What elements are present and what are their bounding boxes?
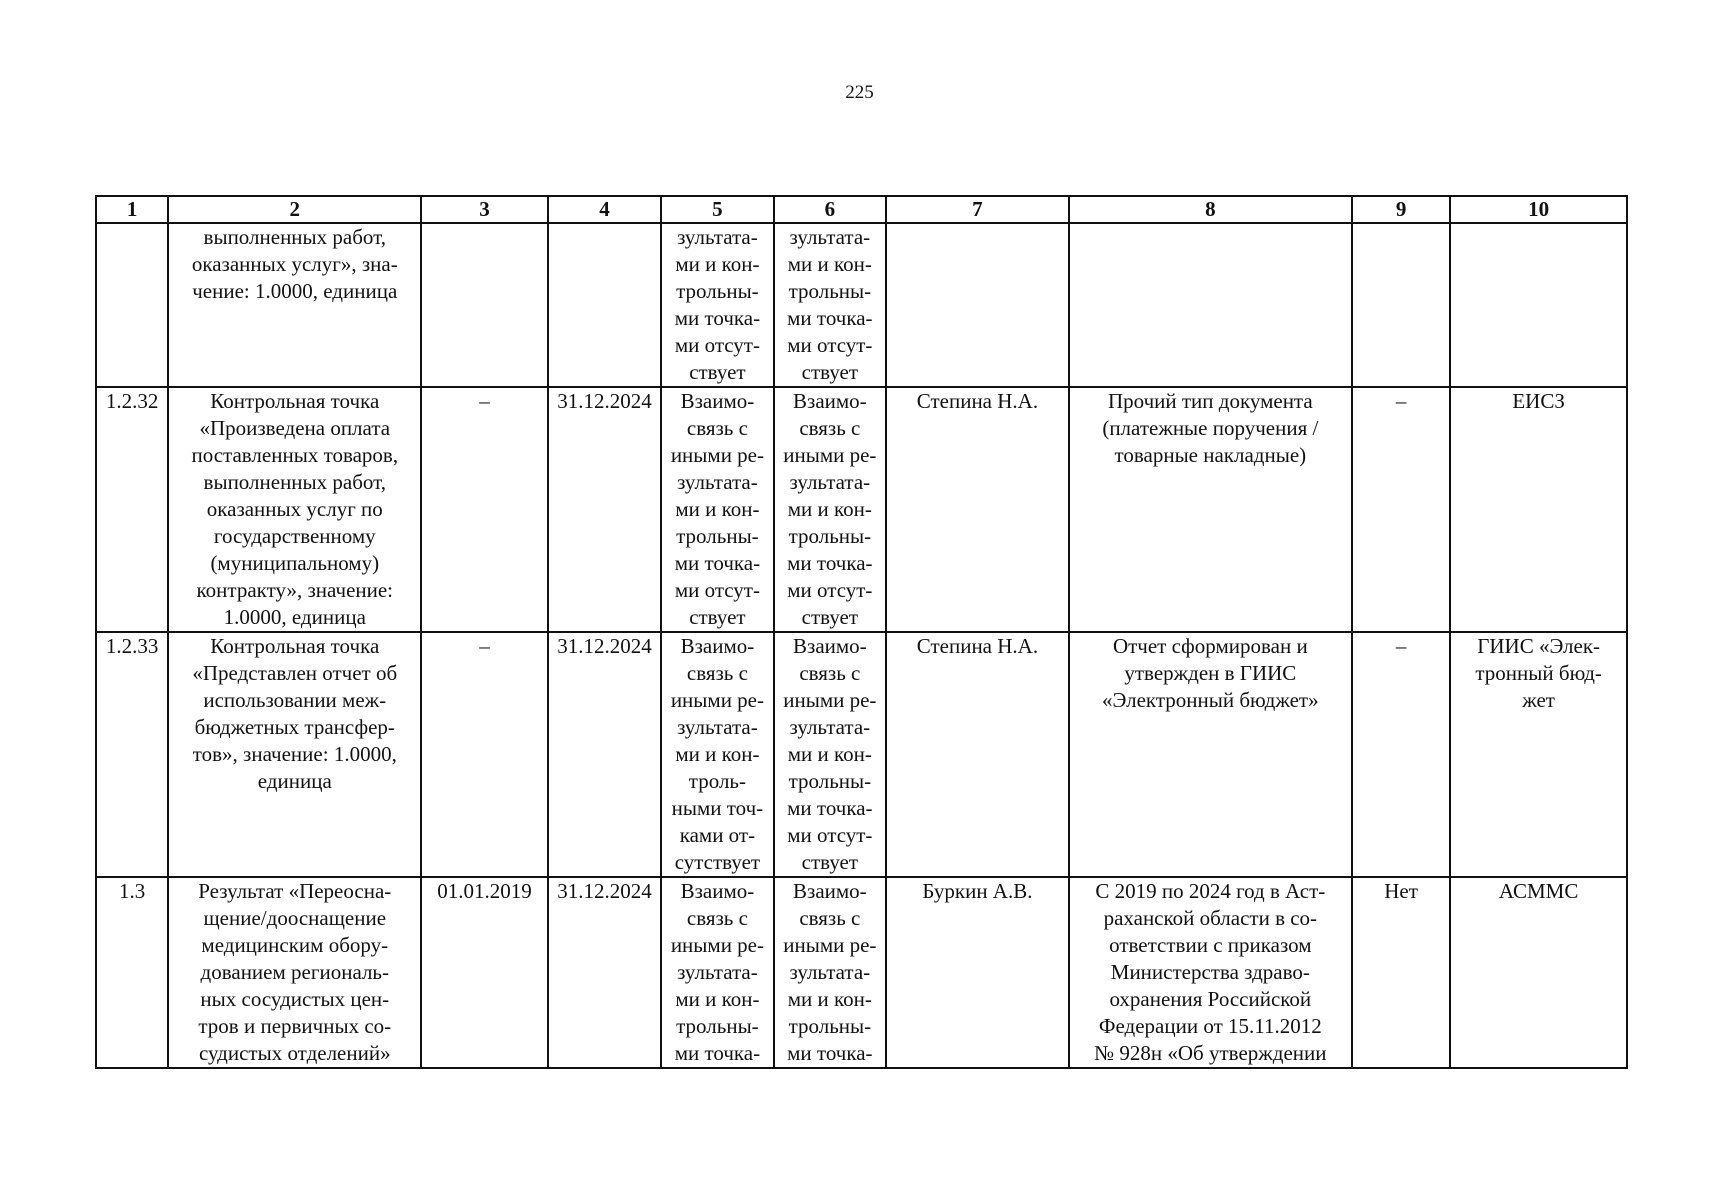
column-header: 2	[168, 196, 421, 223]
cell-system: АСММС	[1450, 877, 1627, 1068]
cell-name: выполненных работ, оказанных услуг», зна- чение: 1.0000, единица	[168, 223, 421, 387]
cell-end-date: 31.12.2024	[548, 387, 661, 632]
column-header: 8	[1069, 196, 1352, 223]
table-row	[96, 632, 1627, 877]
table-header-row	[96, 196, 1627, 223]
cell-level	[1352, 223, 1450, 387]
cell-successor: Взаимо- связь с иными ре- зультата- ми и кон- трольны- ми точка- ми отсут- ствует	[774, 387, 886, 632]
cell-level: Нет	[1352, 877, 1450, 1068]
cell-number: 1.2.33	[96, 632, 168, 877]
cell-predecessor: Взаимо- связь с иными ре- зультата- ми и кон- трольны- ми точка-	[661, 877, 773, 1068]
cell-number: 1.2.32	[96, 387, 168, 632]
table-row	[96, 877, 1627, 1068]
cell-start-date: 01.01.2019	[421, 877, 547, 1068]
column-header: 9	[1352, 196, 1450, 223]
column-header: 1	[96, 196, 168, 223]
table-row	[96, 387, 1627, 632]
cell-responsible: Буркин А.В.	[886, 877, 1069, 1068]
column-header: 6	[774, 196, 886, 223]
document-table	[95, 195, 1628, 1069]
cell-end-date: 31.12.2024	[548, 877, 661, 1068]
table-row	[96, 223, 1627, 387]
cell-system: ЕИСЗ	[1450, 387, 1627, 632]
column-header: 10	[1450, 196, 1627, 223]
cell-name: Контрольная точка «Произведена оплата поставленных товаров, выполненных работ, оказанных услуг по государственному (муниципальному) контракту», значение: 1.0000, единица	[168, 387, 421, 632]
cell-level: –	[1352, 387, 1450, 632]
column-header: 4	[548, 196, 661, 223]
cell-responsible	[886, 223, 1069, 387]
cell-successor: Взаимо- связь с иными ре- зультата- ми и кон- трольны- ми точка- ми отсут- ствует	[774, 632, 886, 877]
cell-start-date	[421, 223, 547, 387]
cell-start-date: –	[421, 632, 547, 877]
cell-document: С 2019 по 2024 год в Аст- раханской области в со- ответствии с приказом Министерства здраво- охранения Российской Федерации от 15.11.2012 № 928н «Об утверждении	[1069, 877, 1352, 1068]
cell-level: –	[1352, 632, 1450, 877]
cell-system	[1450, 223, 1627, 387]
cell-predecessor: зультата- ми и кон- трольны- ми точка- ми отсут- ствует	[661, 223, 773, 387]
cell-system: ГИИС «Элек- тронный бюд- жет	[1450, 632, 1627, 877]
column-header: 5	[661, 196, 773, 223]
cell-predecessor: Взаимо- связь с иными ре- зультата- ми и кон- троль- ными точ- ками от- сутствует	[661, 632, 773, 877]
cell-name: Результат «Переосна- щение/дооснащение медицинским обору- дованием региональ- ных сосудистых цен- тров и первичных со- судистых отделений»	[168, 877, 421, 1068]
cell-predecessor: Взаимо- связь с иными ре- зультата- ми и кон- трольны- ми точка- ми отсут- ствует	[661, 387, 773, 632]
cell-document: Отчет сформирован и утвержден в ГИИС «Электронный бюджет»	[1069, 632, 1352, 877]
column-header: 3	[421, 196, 547, 223]
cell-name: Контрольная точка «Представлен отчет об использовании меж- бюджетных трансфер- тов», значение: 1.0000, единица	[168, 632, 421, 877]
cell-end-date	[548, 223, 661, 387]
cell-successor: Взаимо- связь с иными ре- зультата- ми и кон- трольны- ми точка-	[774, 877, 886, 1068]
cell-successor: зультата- ми и кон- трольны- ми точка- ми отсут- ствует	[774, 223, 886, 387]
cell-number	[96, 223, 168, 387]
cell-number: 1.3	[96, 877, 168, 1068]
cell-document	[1069, 223, 1352, 387]
cell-end-date: 31.12.2024	[548, 632, 661, 877]
cell-responsible: Степина Н.А.	[886, 387, 1069, 632]
page-number: 225	[845, 82, 874, 103]
column-header: 7	[886, 196, 1069, 223]
cell-document: Прочий тип документа (платежные поручения / товарные накладные)	[1069, 387, 1352, 632]
cell-responsible: Степина Н.А.	[886, 632, 1069, 877]
cell-start-date: –	[421, 387, 547, 632]
